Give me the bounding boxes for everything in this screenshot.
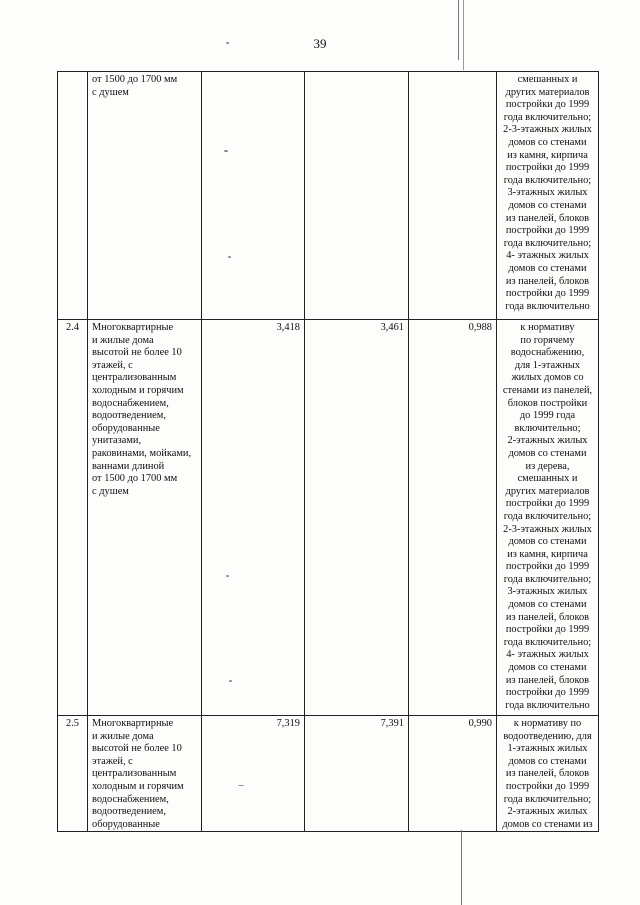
description-cell [88,320,202,716]
page-number: 39 [313,36,327,51]
row-number-cell [58,716,88,832]
note-cell [497,716,599,832]
value-1: 3,418 [276,322,300,333]
value-2-cell [305,716,409,832]
value-3: 0,990 [468,718,492,729]
value-2: 3,461 [380,322,404,333]
note-cell [497,72,599,320]
row-number-cell [58,72,88,320]
row-number-cell [58,320,88,716]
table-row [58,72,599,320]
note-cell [497,320,599,716]
table-row [58,716,599,832]
value-2: 7,391 [380,718,404,729]
row-note: к нормативу по водоотведению, для 1-этажных жилых домов со стенами из панелей, блоков постройки до 1999 года включительно; 2-этажных жилых домов со стенами из [502,718,593,830]
row-note: к нормативу по горячему водоснабжению, для 1-этажных жилых домов со стенами из панелей, блоков постройки до 1999 года включительно; 2-этажных жилых домов со стенами из дерева, смешанных и других материалов постройки до 1999 года включительно; 2-3-этажных жилых домов со стенами из камня, кирпича постройки до 1999 года включительно; 3-этажных жилых домов со стенами из панелей, блоков постройки до 1999 года включительно; 4- этажных жилых домов со стенами из панелей, блоков постройки до 1999 года включительно [502,322,593,711]
value-2-cell [305,320,409,716]
row-note: смешанных и других материалов постройки до 1999 года включительно; 2-3-этажных жилых домов со стенами из камня, кирпича постройки до 1999 года включительно; 3-этажных жилых домов со стенами из панелей, блоков постройки до 1999 года включительно; 4- этажных жилых домов со стенами из панелей, блоков постройки до 1999 года включительно [503,74,592,312]
value-3-cell [409,72,497,320]
row-description: Многоквартирные и жилые дома высотой не более 10 этажей, с централизованным холодным и горячим водоснабжением, водоотведением, оборудованные унитазами, раковинами, мойками, ваннами длиной от 1500 до 1700 мм с душем [92,322,192,497]
description-cell [88,72,202,320]
scan-speck [226,42,229,44]
row-number: 2.4 [66,322,79,333]
value-1-cell [202,716,305,832]
value-1-cell [202,320,305,716]
value-3: 0,988 [468,322,492,333]
row-description: Многоквартирные и жилые дома высотой не более 10 этажей, с централизованным холодным и горячим водоснабжением, водоотведением, оборудованные [92,718,184,830]
scan-speck [228,256,231,258]
row-number: 2.5 [66,718,79,729]
scan-artifact-line [463,0,464,70]
value-1-cell [202,72,305,320]
scan-speck [224,150,228,152]
scan-speck [238,785,244,786]
value-3-cell [409,716,497,832]
scan-speck [229,680,232,682]
value-2-cell [305,72,409,320]
description-cell [88,716,202,832]
value-3-cell [409,320,497,716]
norms-table [57,71,599,832]
scan-artifact-line [458,0,459,60]
value-1: 7,319 [276,718,300,729]
table-row [58,320,599,716]
scan-speck [226,575,229,577]
row-description: от 1500 до 1700 мм с душем [92,74,178,98]
scan-artifact-line [461,830,462,905]
